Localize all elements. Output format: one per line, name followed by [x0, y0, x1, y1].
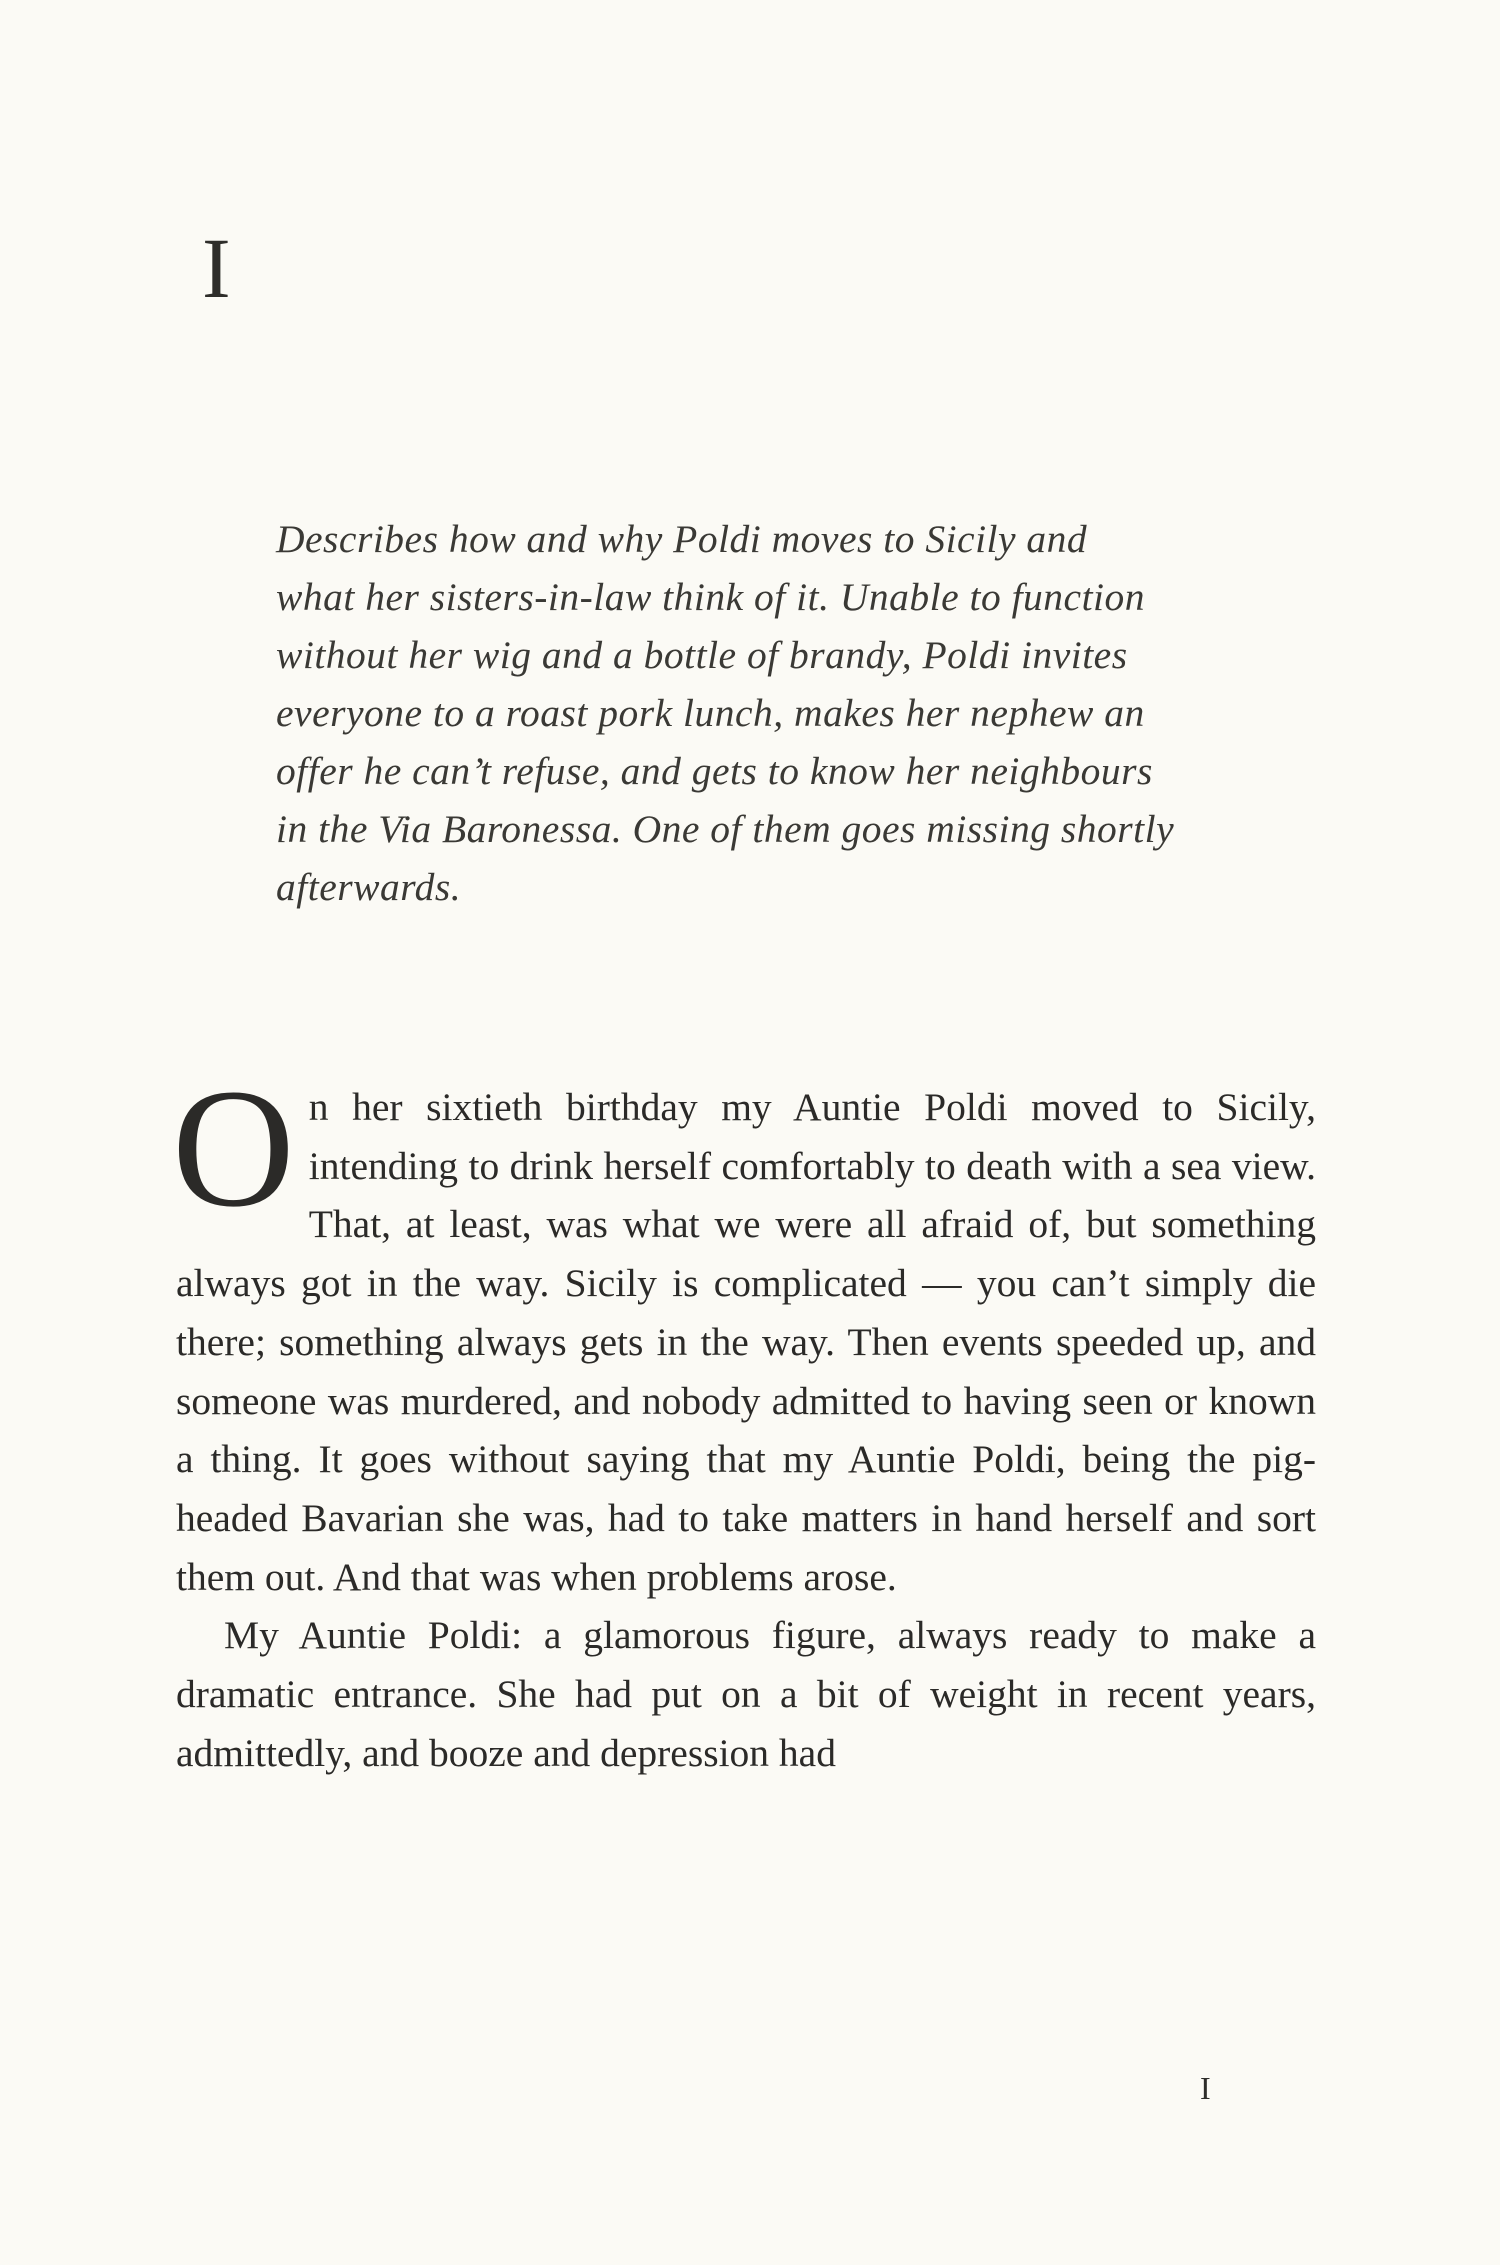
- page-number: I: [1200, 2070, 1211, 2106]
- chapter-synopsis: Describes how and why Poldi moves to Sicily and what her sisters-in-law think of it. Unable to function without her wig and a bottle of brandy, Poldi invites everyone to a roast pork lunch, makes her nephew an offer he can’t refuse, and gets to know her neighbours in the Via Baronessa. One of them goes missing shortly afterwards.: [276, 517, 1175, 909]
- chapter-number: I: [202, 220, 231, 316]
- body-paragraph-1: [172, 1054, 1316, 1606]
- body-paragraph-1-text: n her sixtieth birthday my Auntie Poldi moved to Sicily, intending to drink herself comfortably to death with a sea view. That, at least, was what we were all afraid of, but something always got in the way. Sicily is complicated — you can’t simply die there; something always gets in the way. Then events speeded up, and someone was murdered, and nobody admitted to having seen or known a thing. It goes without saying that my Auntie Poldi, being the pig-headed Bavarian she was, had to take matters in hand herself and sort them out. And that was when problems arose.: [176, 1085, 1316, 1599]
- drop-cap: O: [172, 1054, 295, 1242]
- chapter-body: [172, 1054, 1316, 1782]
- body-paragraph-2: My Auntie Poldi: a glamorous figure, always ready to make a dramatic entrance. She had put on a bit of weight in recent years, admittedly, and booze and depression had: [176, 1613, 1316, 1775]
